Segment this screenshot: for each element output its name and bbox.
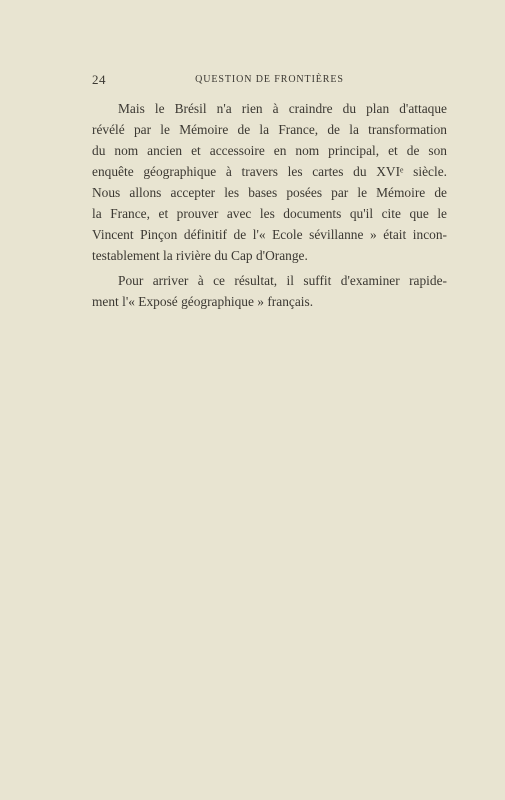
text-line: Pour arriver à ce résultat, il suffit d'examiner rapide- <box>118 273 447 288</box>
page-header <box>92 72 447 88</box>
running-title: QUESTION DE FRONTIÈRES <box>195 74 344 85</box>
text-line: la France, et prouver avec les documents qu'il cite que le <box>92 206 447 221</box>
text-line: Nous allons accepter les bases posées par le Mémoire de <box>92 185 447 200</box>
text-line: ment l'« Exposé géographique » français. <box>92 294 314 309</box>
text-line: enquête géographique à travers les cartes du XVIᵉ siècle. <box>92 164 447 179</box>
text-line: Vincent Pinçon définitif de l'« Ecole sévillanne » était incon- <box>92 227 447 242</box>
text-line: testablement la rivière du Cap d'Orange. <box>92 248 308 263</box>
text-line: Mais le Brésil n'a rien à craindre du plan d'attaque <box>118 101 447 116</box>
paragraph-1 <box>92 98 447 266</box>
text-line: du nom ancien et accessoire en nom principal, et de son <box>92 143 447 158</box>
paragraph-2 <box>92 270 447 312</box>
text-line: révélé par le Mémoire de la France, de la transformation <box>92 122 447 137</box>
body-text <box>92 98 447 312</box>
page-number: 24 <box>92 72 106 87</box>
